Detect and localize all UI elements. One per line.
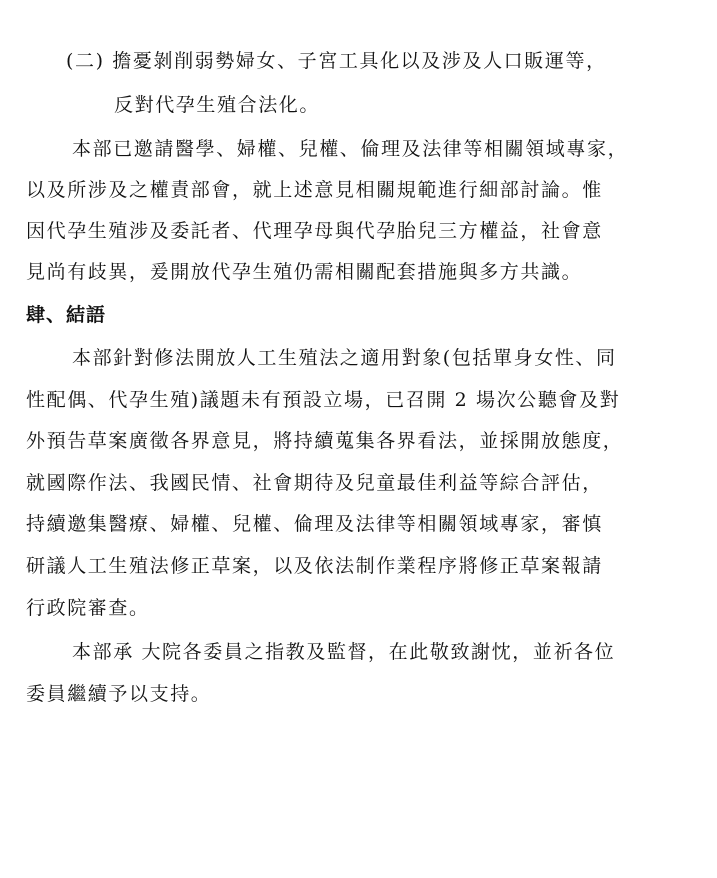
list-item-two-line-2: 反對代孕生殖合法化。 [114, 94, 321, 116]
paragraph-2-line-7: 行政院審查。 [26, 597, 150, 619]
list-item-two-line-1: (二) 擔憂剝削弱勢婦女、子宮工具化以及涉及人口販運等， [66, 50, 607, 72]
paragraph-3-line-1: 本部承 大院各委員之指教及監督，在此敬致謝忱，並祈各位 [72, 641, 616, 663]
paragraph-2-line-5: 持續邀集醫療、婦權、兒權、倫理及法律等相關領域專家，審慎 [26, 513, 603, 535]
paragraph-2-line-1: 本部針對修法開放人工生殖法之適用對象(包括單身女性、同 [72, 347, 617, 369]
paragraph-3-line-2: 委員繼續予以支持。 [26, 683, 212, 705]
paragraph-2-line-6: 研議人工生殖法修正草案，以及依法制作業程序將修正草案報請 [26, 555, 603, 577]
paragraph-2-line-2: 性配偶、代孕生殖)議題未有預設立場，已召開 2 場次公聽會及對 [26, 389, 621, 411]
paragraph-1-line-4: 見尚有歧異，爰開放代孕生殖仍需相關配套措施與多方共識。 [26, 261, 583, 283]
paragraph-2-line-4: 就國際作法、我國民情、社會期待及兒童最佳利益等綜合評估， [26, 472, 603, 494]
paragraph-1-line-3: 因代孕生殖涉及委託者、代理孕母與代孕胎兒三方權益，社會意 [26, 220, 603, 242]
paragraph-1-line-2: 以及所涉及之權責部會，就上述意見相關規範進行細部討論。惟 [26, 179, 603, 201]
paragraph-2-line-3: 外預告草案廣徵各界意見，將持續蒐集各界看法，並採開放態度， [26, 430, 624, 452]
paragraph-1-line-1: 本部已邀請醫學、婦權、兒權、倫理及法律等相關領域專家， [72, 138, 629, 160]
section-heading: 肆、結語 [26, 304, 107, 326]
